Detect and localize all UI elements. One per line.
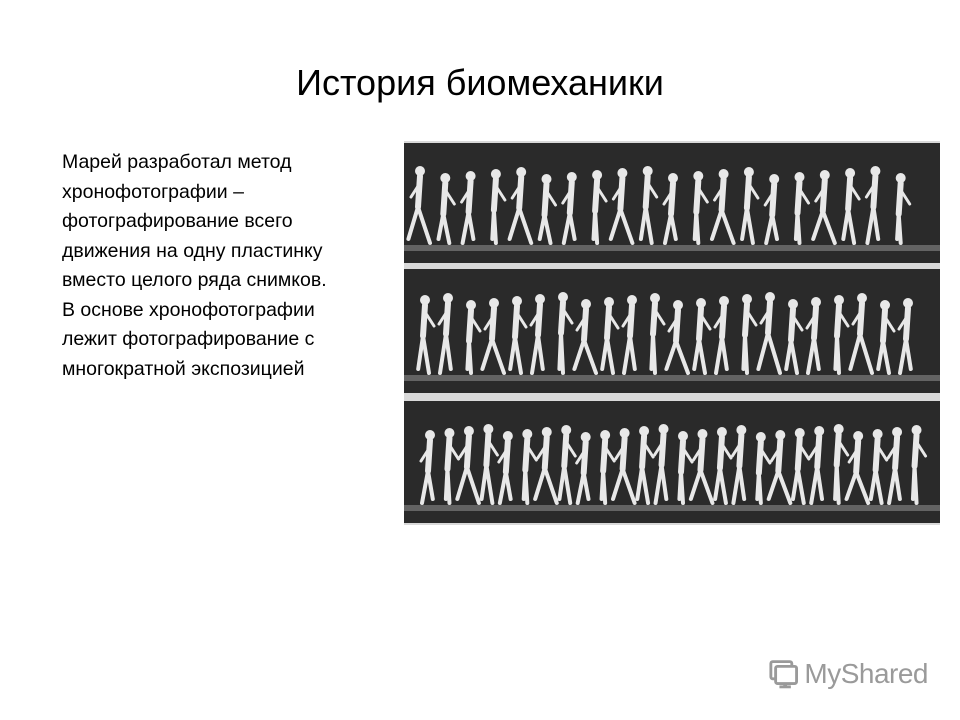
body-line: В основе хронофотографии: [62, 298, 315, 321]
body-line: лежит фотографирование с: [62, 328, 315, 350]
strip-floor: [404, 375, 940, 381]
slide-body-text: [62, 148, 398, 384]
chronophotograph-drawing: [404, 141, 940, 525]
body-line: хронофотографии –: [62, 180, 244, 203]
body-line: движения на одну пластинку: [62, 239, 323, 262]
watermark-text: MyShared: [804, 658, 928, 689]
slide-title: История биомеханики: [296, 62, 664, 103]
myshared-logo-icon: [768, 657, 800, 691]
body-line: Марей разработал метод: [62, 151, 292, 173]
strip-floor: [404, 245, 940, 251]
body-line: многократной экспозицией: [62, 357, 305, 380]
body-line: фотографирование всего: [62, 210, 293, 232]
chronophotograph-image: [404, 141, 940, 525]
strip-floor: [404, 505, 940, 511]
body-line: вместо целого ряда снимков.: [62, 269, 327, 291]
watermark: [768, 656, 928, 692]
